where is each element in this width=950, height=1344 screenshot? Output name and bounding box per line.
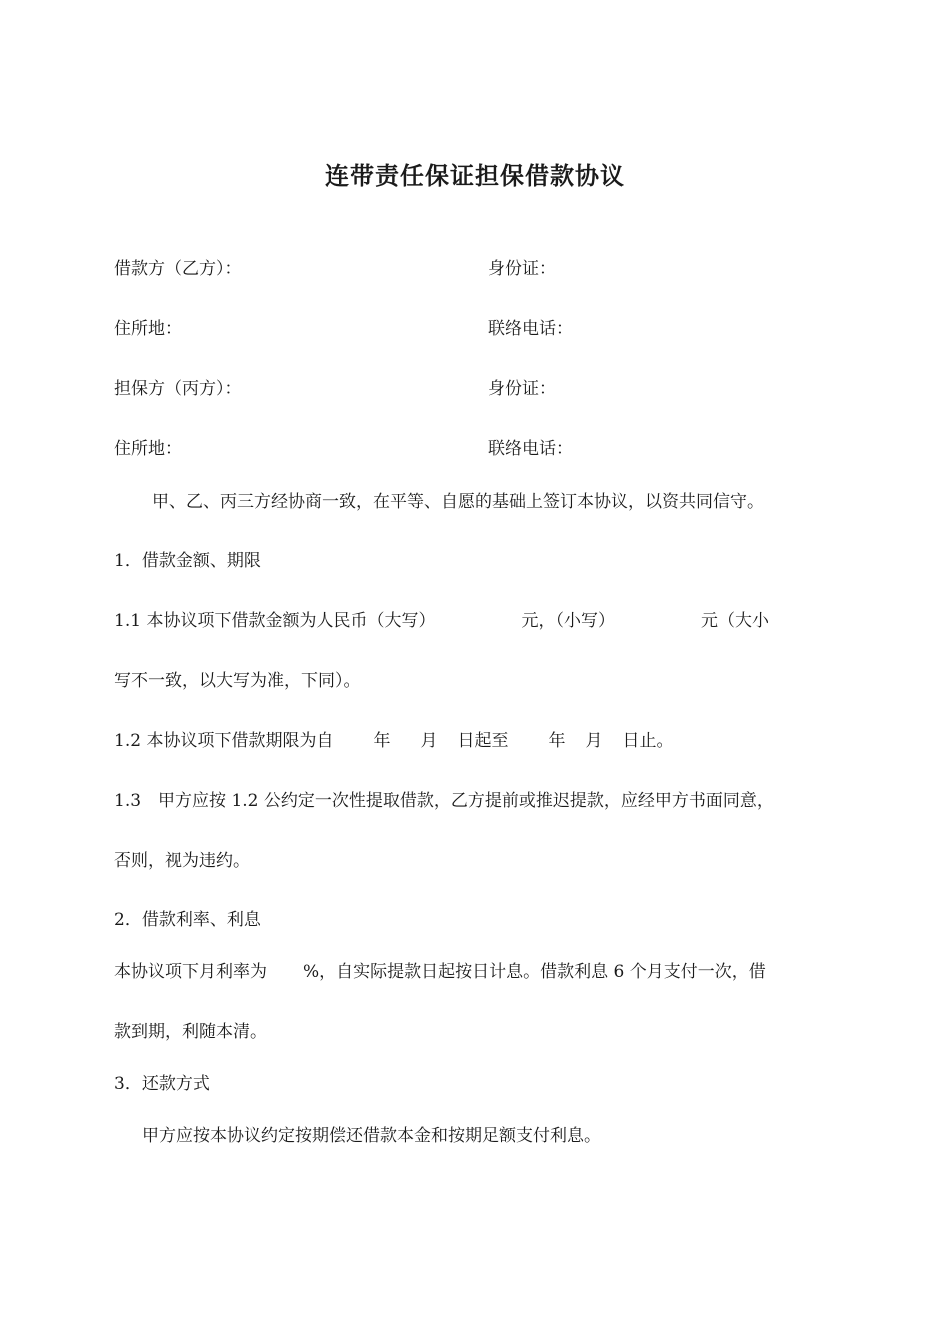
- clause-1-2-start: 1.2 本协议项下借款期限为自: [114, 731, 334, 751]
- section1-heading: 1．借款金额、期限: [114, 551, 261, 571]
- clause-1-2-year-from: 年: [373, 731, 391, 751]
- clause-1-1-note: 元（大小: [700, 611, 769, 631]
- section2-heading: 2．借款利率、利息: [114, 910, 261, 930]
- section2-rate-rest: %，自实际提款日起按日计息。借款利息 6 个月支付一次，借: [303, 962, 766, 982]
- clause-1-2-year-to: 年: [548, 731, 566, 751]
- section2-rate-label: 本协议项下月利率为: [114, 962, 267, 982]
- clause-1-1-line1: [114, 609, 769, 633]
- clause-1-3-line1: 1.3 甲方应按 1.2 公约定一次性提取借款，乙方提前或推迟提款，应经甲方书面同意，: [114, 791, 774, 811]
- borrower-phone-label: 联络电话：: [488, 319, 573, 339]
- clause-1-2: [114, 729, 673, 753]
- borrower-id-label: 身份证：: [488, 259, 556, 279]
- clause-1-2-month-to: 月: [585, 731, 603, 751]
- guarantor-id-label: 身份证：: [488, 379, 556, 399]
- document-title: 连带责任保证担保借款协议: [325, 161, 625, 190]
- clause-1-1-amount-upper: 1.1 本协议项下借款金额为人民币（大写）: [114, 611, 436, 631]
- section3-heading: 3．还款方式: [114, 1074, 210, 1094]
- guarantor-label: 担保方（丙方）：: [114, 379, 242, 399]
- section3-text: 甲方应按本协议约定按期偿还借款本金和按期足额支付利息。: [142, 1126, 601, 1146]
- clause-1-1-amount-lower: 元，（小写）: [521, 611, 615, 631]
- clause-1-3-line2: 否则，视为违约。: [114, 851, 250, 871]
- section2-text-line1: [114, 960, 766, 984]
- preamble-paragraph: 甲、乙、丙三方经协商一致，在平等、自愿的基础上签订本协议，以资共同信守。: [152, 492, 764, 512]
- guarantor-address-label: 住所地：: [114, 439, 182, 459]
- borrower-address-label: 住所地：: [114, 319, 182, 339]
- section2-text-line2: 款到期，利随本清。: [114, 1022, 267, 1042]
- guarantor-phone-label: 联络电话：: [488, 439, 573, 459]
- clause-1-2-day-from: 日起至: [457, 731, 509, 751]
- clause-1-1-line2: 写不一致，以大写为准，下同）。: [114, 671, 361, 691]
- borrower-label: 借款方（乙方）：: [114, 259, 242, 279]
- clause-1-2-day-to: 日止。: [622, 731, 674, 751]
- clause-1-2-month-from: 月: [420, 731, 438, 751]
